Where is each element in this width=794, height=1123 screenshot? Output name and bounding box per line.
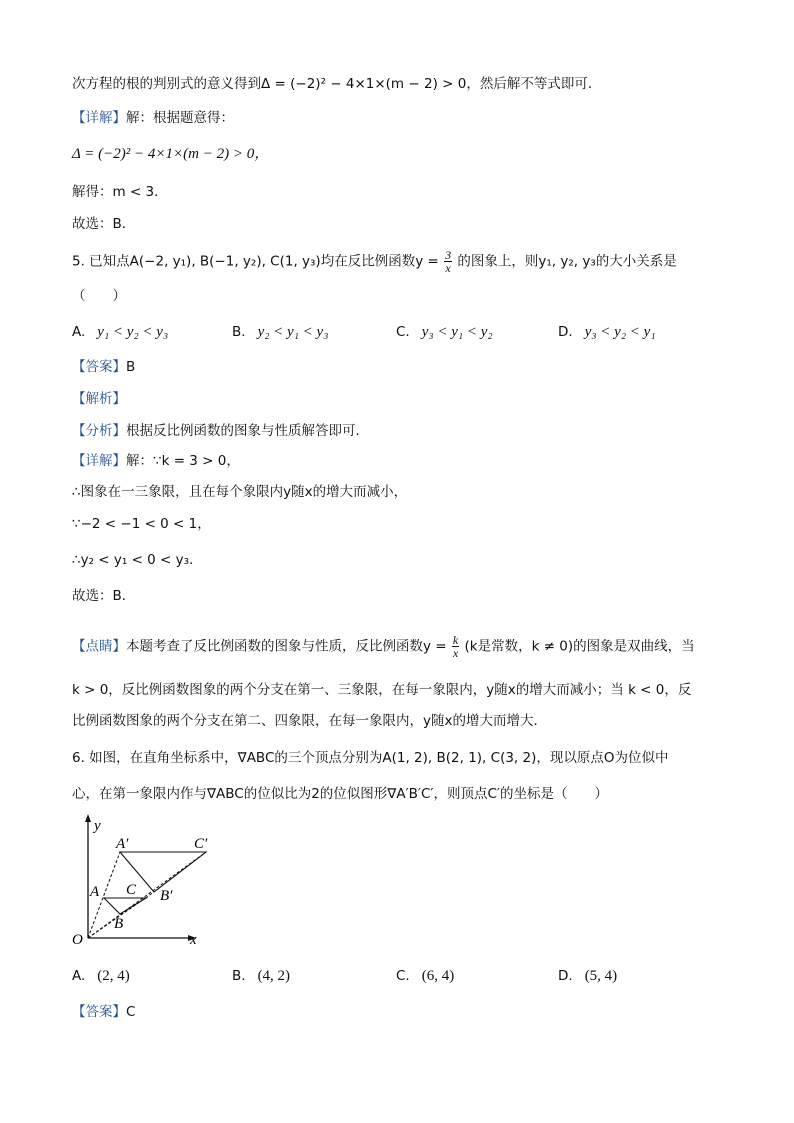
q5-step3: ∴y₂ < y₁ < 0 < y₃． — [72, 552, 203, 568]
q5-note-line2: k > 0，反比例函数图象的两个分支在第一、三象限，在每一象限内，y随x的增大而减小；当 k < 0，反 — [72, 682, 692, 698]
q6-figure — [70, 814, 230, 950]
q5-choose: 故选：B． — [72, 588, 136, 604]
q5-step1: ∴图象在一三象限，且在每个象限内y随x的增大而减小， — [72, 484, 408, 500]
option-label: B. — [232, 324, 246, 340]
option-value: (4, 2) — [257, 968, 291, 984]
q5-option-c[interactable] — [396, 322, 493, 342]
q4-hint-tail: 次方程的根的判别式的意义得到Δ = (−2)² − 4×1×(m − 2) > 0，然后解不等式即可． — [72, 76, 602, 92]
q5-option-a[interactable] — [72, 322, 168, 342]
note-text-a: 本题考查了反比例函数的图象与性质，反比例函数y = — [126, 638, 447, 655]
option-label: A. — [72, 968, 86, 984]
note-frac-den: x — [452, 646, 459, 660]
analysis-tag: 【解析】 — [72, 391, 126, 407]
detail-tag: 【详解】 — [72, 110, 126, 126]
q5-option-d[interactable] — [558, 322, 656, 342]
q6-stem-line2: 心，在第一象限内作与∇ABC的位似比为2的位似图形∇A′B′C′，则顶点C′的坐标是（ ） — [72, 786, 608, 802]
q4-solution: 解得：m < 3． — [72, 184, 168, 200]
label-y: y — [94, 818, 101, 834]
q4-inequality: Δ = (−2)² − 4×1×(m − 2) > 0， — [72, 146, 270, 162]
label-b-prime: B′ — [160, 888, 173, 904]
q5-step2: ∵−2 < −1 < 0 < 1， — [72, 516, 211, 532]
answer-tag: 【答案】 — [72, 359, 126, 375]
q5-fraction — [444, 249, 452, 274]
note-fraction — [452, 634, 459, 659]
q5-option-b[interactable] — [232, 322, 328, 342]
detail-text: 解：根据题意得： — [126, 110, 234, 126]
note-text-b: (k是常数，k ≠ 0)的图象是双曲线，当 — [464, 638, 695, 655]
q5-fenxi — [72, 421, 369, 441]
y-axis-arrow — [85, 814, 91, 822]
option-label: C. — [396, 968, 410, 984]
option-value: y₃ < y₂ < y₁ — [584, 324, 656, 340]
option-label: B. — [232, 968, 246, 984]
note-frac-num: k — [452, 633, 459, 647]
label-o: O — [72, 932, 83, 948]
option-label: D. — [558, 324, 573, 340]
q5-answer-line — [72, 357, 135, 377]
q5-analysis-tag — [72, 389, 126, 409]
q5-detail — [72, 451, 240, 471]
answer-value: B — [126, 359, 136, 375]
label-a: A — [90, 884, 100, 900]
option-label: C. — [396, 324, 410, 340]
q6-option-a[interactable] — [72, 966, 130, 986]
option-label: A. — [72, 324, 86, 340]
q6-option-d[interactable] — [558, 966, 617, 986]
q4-detail — [72, 108, 234, 128]
label-c-prime: C′ — [194, 836, 208, 852]
label-b: B — [114, 916, 124, 932]
q6-answer-line — [72, 1002, 135, 1022]
q5-frac-den: x — [445, 261, 451, 275]
q6-option-b[interactable] — [232, 966, 290, 986]
label-x: x — [190, 932, 197, 948]
note-tag: 【点睛】 — [72, 638, 126, 655]
answer-value: C — [126, 1004, 136, 1020]
option-value: y₁ < y₂ < y₃ — [97, 324, 169, 340]
label-c: C — [126, 882, 137, 898]
q5-paren: （ ） — [72, 288, 126, 304]
detail-tag: 【详解】 — [72, 453, 126, 469]
option-label: D. — [558, 968, 573, 984]
option-value: (6, 4) — [421, 968, 455, 984]
answer-tag: 【答案】 — [72, 1004, 126, 1020]
label-a-prime: A′ — [116, 836, 129, 852]
q5-frac-num: 3 — [445, 248, 452, 262]
q5-stem — [72, 249, 677, 274]
fenxi-tag: 【分析】 — [72, 423, 126, 439]
option-value: y₂ < y₁ < y₃ — [257, 324, 329, 340]
detail-text: 解：∵k = 3 > 0， — [126, 453, 240, 469]
option-value: (5, 4) — [584, 968, 618, 984]
q6-stem-line1: 6. 如图，在直角坐标系中，∇ABC的三个顶点分别为A(1, 2), B(2, 1), C(3, 2)，现以原点O为位似中 — [72, 750, 669, 766]
q5-stem-before: 5. 已知点A(−2, y₁), B(−1, y₂), C(1, y₃)均在反比例函数y = — [72, 253, 439, 270]
option-value: y₃ < y₁ < y₂ — [421, 324, 493, 340]
q5-note — [72, 634, 695, 659]
fenxi-text: 根据反比例函数的图象与性质解答即可． — [126, 423, 369, 439]
q6-option-c[interactable] — [396, 966, 454, 986]
q5-note-line3: 比例函数图象的两个分支在第二、四象限，在每一象限内，y随x的增大而增大． — [72, 713, 547, 729]
q4-answer: 故选：B． — [72, 216, 136, 232]
ray-to-c2 — [88, 852, 206, 938]
q5-stem-after: 的图象上，则y₁, y₂, y₃的大小关系是 — [457, 253, 677, 270]
option-value: (2, 4) — [97, 968, 130, 984]
